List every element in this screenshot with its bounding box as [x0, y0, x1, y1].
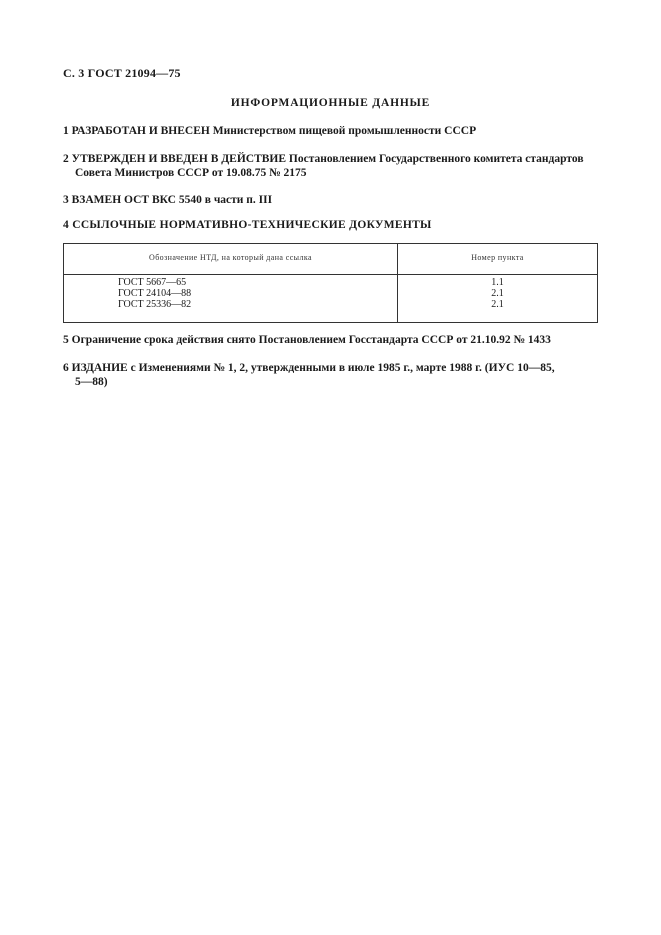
table-header-doc: Обозначение НТД, на который дана ссылка: [149, 253, 312, 262]
table-cell-doc: ГОСТ 24104—88: [118, 288, 192, 299]
item-approved-line1: 2 УТВЕРЖДЕН И ВВЕДЕН В ДЕЙСТВИЕ Постановлением Государственного комитета стандартов: [63, 153, 584, 165]
item-developed-by: 1 РАЗРАБОТАН И ВНЕСЕН Министерством пищевой промышленности СССР: [63, 125, 477, 137]
item-approved-line2: Совета Министров СССР от 19.08.75 № 2175: [75, 167, 307, 179]
item-term-limit: 5 Ограничение срока действия снято Постановлением Госстандарта СССР от 21.10.92 № 1433: [63, 334, 551, 346]
table-header-row: [64, 244, 597, 275]
item-approved: [63, 152, 603, 180]
table-cell-point: 2.1: [491, 288, 504, 299]
table-body: [64, 277, 597, 310]
table-row: [64, 299, 597, 310]
table-cell-doc: ГОСТ 5667—65: [118, 277, 187, 288]
section-title: ИНФОРМАЦИОННЫЕ ДАННЫЕ: [230, 97, 431, 109]
table-cell-point: 2.1: [491, 299, 504, 310]
table-row: [64, 288, 597, 299]
item-reference-docs: 4 ССЫЛОЧНЫЕ НОРМАТИВНО-ТЕХНИЧЕСКИЕ ДОКУМЕНТЫ: [63, 219, 432, 231]
item-replaces: 3 ВЗАМЕН ОСТ ВКС 5540 в части п. III: [63, 194, 273, 206]
item-edition-line1: 6 ИЗДАНИЕ с Изменениями № 1, 2, утвержденными в июле 1985 г., марте 1988 г. (ИУС 10—85,: [63, 362, 555, 374]
table-row: [64, 277, 597, 288]
table-cell-doc: ГОСТ 25336—82: [118, 299, 192, 310]
page-header: С. 3 ГОСТ 21094—75: [63, 66, 181, 80]
table-cell-point: 1.1: [491, 277, 504, 288]
table-header-point: Номер пункта: [471, 253, 524, 262]
reference-table: [63, 243, 598, 323]
item-edition: [63, 361, 603, 389]
item-edition-line2: 5—88): [75, 376, 108, 388]
